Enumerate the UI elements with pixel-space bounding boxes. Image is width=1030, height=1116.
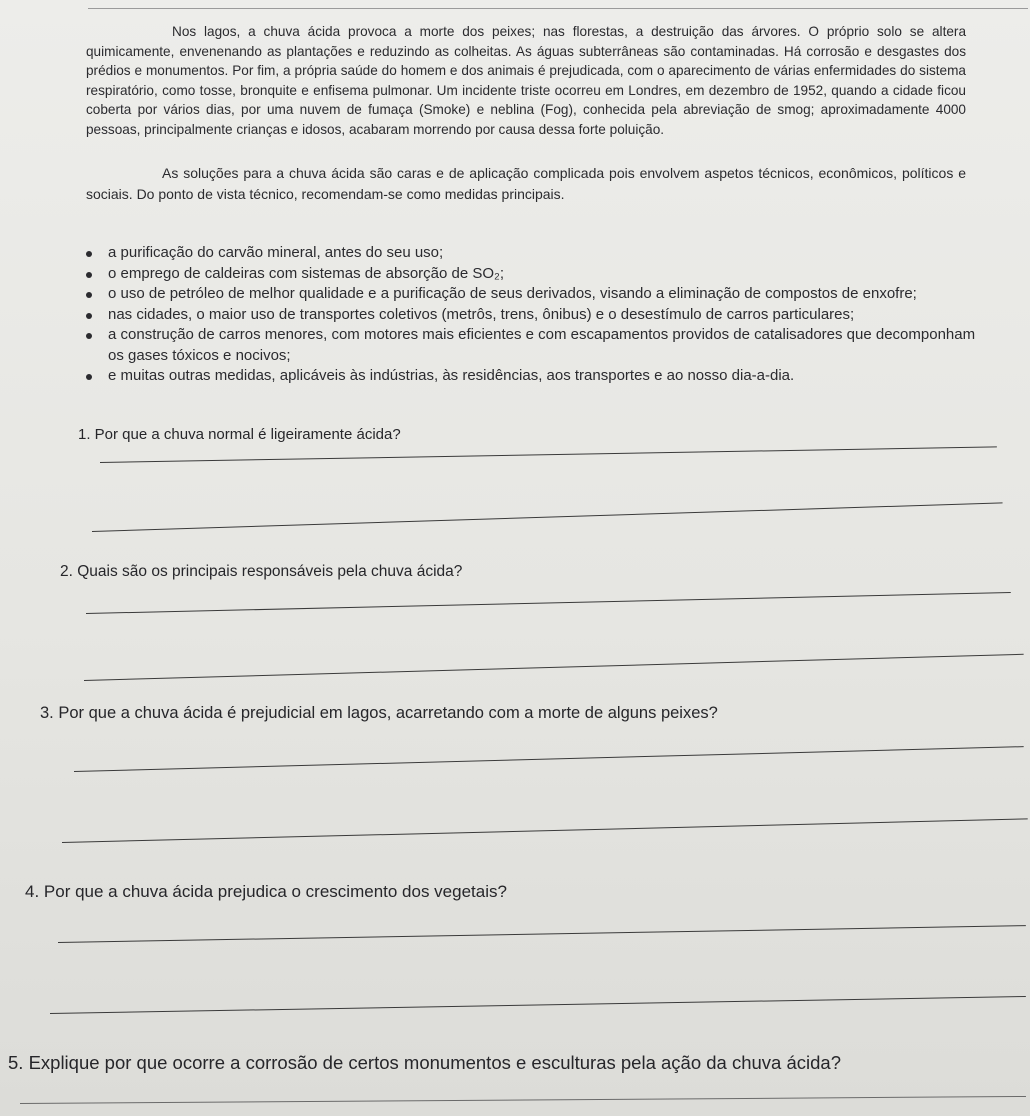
answer-line[interactable]: [58, 925, 1026, 943]
answer-line[interactable]: [20, 1096, 1026, 1104]
question-3: 3. Por que a chuva ácida é prejudicial em lagos, acarretando com a morte de alguns peixes?: [40, 704, 718, 722]
measure-item: a purificação do carvão mineral, antes do seu uso;: [80, 243, 980, 264]
answer-line[interactable]: [62, 818, 1028, 843]
question-5: 5. Explique por que ocorre a corrosão de certos monumentos e esculturas pela ação da chuva ácida?: [8, 1052, 841, 1073]
question-1: 1. Por que a chuva normal é ligeiramente ácida?: [78, 426, 401, 443]
measure-item: a construção de carros menores, com motores mais eficientes e com escapamentos providos de catalisadores que decomponham os gases tóxicos e nocivos;: [80, 325, 980, 366]
question-4: 4. Por que a chuva ácida prejudica o crescimento dos vegetais?: [25, 882, 507, 901]
intro-paragraph: [86, 22, 966, 139]
answer-line[interactable]: [50, 996, 1026, 1014]
answer-line[interactable]: [86, 592, 1011, 614]
answer-line[interactable]: [100, 446, 997, 463]
measure-item: o emprego de caldeiras com sistemas de absorção de SO₂;: [80, 264, 980, 285]
answer-line[interactable]: [74, 746, 1024, 772]
measure-item: e muitas outras medidas, aplicáveis às indústrias, às residências, aos transportes e ao nosso dia-a-dia.: [80, 366, 980, 387]
measures-list: [80, 243, 980, 387]
intro-paragraph-text: Nos lagos, a chuva ácida provoca a morte dos peixes; nas florestas, a destruição das árvores. O próprio solo se altera quimicamente, envenenando as plantações e reduzindo as colheitas. As águas subterrâneas são contaminadas. Há corrosão e desgastes dos prédios e monumentos. Por fim, a própria saúde do homem e dos animais é prejudicada, com o aparecimento de várias enfermidades do sistema respiratório, como tosse, bronquite e enfisema pulmonar. Um incidente triste ocorreu em Londres, em dezembro de 1952, quando a cidade ficou coberta por vários dias, por uma nuvem de fumaça (Smoke) e neblina (Fog), conhecida pela abreviação de smog; aproximadamente 4000 pessoas, principalmente crianças e idosos, acabaram morrendo por causa dessa forte poluição.: [86, 24, 966, 137]
solutions-paragraph: [86, 163, 966, 205]
measure-item: nas cidades, o maior uso de transportes coletivos (metrôs, trens, ônibus) e o desestímulo de carros particulares;: [80, 305, 980, 326]
answer-line[interactable]: [84, 654, 1024, 681]
measure-item: o uso de petróleo de melhor qualidade e a purificação de seus derivados, visando a eliminação de compostos de enxofre;: [80, 284, 980, 305]
question-2: 2. Quais são os principais responsáveis pela chuva ácida?: [60, 563, 463, 580]
top-rule: [88, 8, 1028, 9]
answer-line[interactable]: [92, 502, 1003, 532]
solutions-paragraph-text: As soluções para a chuva ácida são caras e de aplicação complicada pois envolvem aspetos técnicos, econômicos, políticos e sociais. Do ponto de vista técnico, recomendam-se como medidas principais.: [86, 165, 966, 202]
